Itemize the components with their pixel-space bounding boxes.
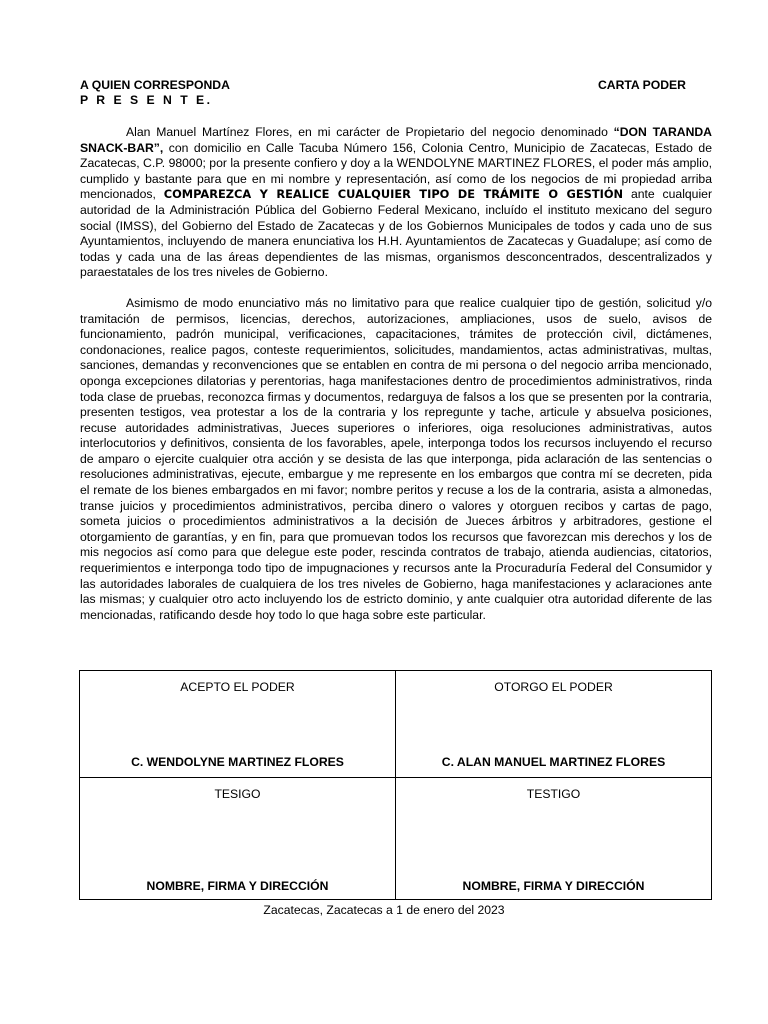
presente-line: P R E S E N T E. xyxy=(80,93,213,107)
attorney-name: C. WENDOLYNE MARTINEZ FLORES xyxy=(131,755,344,769)
place-and-date: Zacatecas, Zacatecas a 1 de enero del 2023 xyxy=(263,903,505,917)
paragraph1-text-b: con domicilio en Calle Tacuba Número 156, Colonia Centro, Municipio de Zacatecas, Estado de Zacatecas, C.P. 98000; por la presente confiero y doy a la WENDOLYNE MARTINEZ FLORES, el poder más amplio, cumplido y bastante para que en mi nombre y representación, así como de los negocios de mi propiedad arriba mencionados, xyxy=(80,140,712,202)
grant-power-caption: OTORGO EL PODER xyxy=(494,680,613,694)
accept-power-cell xyxy=(80,671,396,778)
paragraph-enumerated-powers: Asimismo de modo enunciativo más no limitativo para que realice cualquier tipo de gestión, solicitud y/o tramitación de permisos, licencias, derechos, autorizaciones, ampliaciones, usos de suelo, avisos de funcionamiento, padrón municipal, verificaciones, capacitaciones, trámites de protección civil, dictámenes, condonaciones, realice pagos, conteste requerimientos, solicitudes, mandamientos, actas administrativas, multas, sanciones, demandas y reconvenciones que se entablen en contra de mi persona o del negocio arriba mencionado, oponga excepciones dilatorias y perentorias, haga manifestaciones dentro de procedimientos administrativos, rinda toda clase de pruebas, reconozca firmas y documentos, redarguya de falsos a los que se presenten por la contraria, presenten testigos, vea protestar a los de la contraria y los repregunte y tache, articule y absuelva posiciones, recuse autoridades administrativas, Jueces superiores o inferiores, oiga resoluciones administrativas, autos interlocutorios y definitivos, consienta de los favorables, apele, interponga todos los recursos incluyendo el recurso de amparo o ejercite cualquier otra acción y se desista de las que interponga, pida aclaración de las sentencias o resoluciones administrativas, ejecute, embargue y me represente en los embargos que contra mí se decreten, pida el remate de los bienes embargados en mi favor; nombre peritos y recuse a los de la contraria, asista a almonedas, transe juicios y procedimientos administrativos, perciba dinero o valores y otorguen recibos y cartas de pago, someta juicios o procedimientos administrativos a la decisión de Jueces árbitros y arbitradores, gestione el otorgamiento de garantías, y en fin, para que promuevan todos los recursos que favorezcan mis derechos y los de mis negocios así como para que delegue este poder, rescinda contratos de trabajo, atienda audiencias, citatorios, requerimientos e interponga todo tipo de impugnaciones y recursos ante la Procuraduría Federal del Consumidor y las autoridades laborales de cualquiera de los tres niveles de Gobierno, haga manifestaciones y aclaraciones ante las mismas; y cualquier otro acto incluyendo los de estricto dominio, y ante cualquier otra autoridad diferente de las mencionadas, ratificando desde hoy todo lo que haga sobre este particular. xyxy=(80,295,712,622)
addressee: A QUIEN CORRESPONDA xyxy=(80,78,230,92)
witness-1-cell xyxy=(80,778,396,900)
signature-table xyxy=(79,670,712,900)
grant-power-cell xyxy=(396,671,712,778)
document-title: CARTA PODER xyxy=(597,78,686,92)
witness-1-caption: TESIGO xyxy=(214,787,261,801)
accept-power-caption: ACEPTO EL PODER xyxy=(180,680,295,694)
letter-header xyxy=(80,78,712,93)
witness-2-cell xyxy=(396,778,712,900)
witness-2-signature-line: NOMBRE, FIRMA Y DIRECCIÓN xyxy=(462,879,645,893)
grantor-name: C. ALAN MANUEL MARTINEZ FLORES xyxy=(441,755,666,769)
witness-2-caption: TESTIGO xyxy=(526,787,581,801)
witness-1-signature-line: NOMBRE, FIRMA Y DIRECCIÓN xyxy=(146,879,329,893)
paragraph1-text-c: ante cualquier autoridad de la Administración Pública del Gobierno Federal Mexicano, incluído el instituto mexicano del seguro social (IMSS), del Gobierno del Estado de Zacatecas y de los Gobiernos Municipales de todos y cada uno de sus Ayuntamientos, incluyendo de manera enunciativa los H.H. Ayuntamientos de Zacatecas y Guadalupe; así como de todas y cada una de las áreas dependientes de las mismas, organismos desconcentrados, descentralizados y paraestatales de los tres niveles de Gobierno. xyxy=(80,187,712,280)
paragraph-grant-of-power xyxy=(80,125,712,281)
paragraph1-text-a: Alan Manuel Martínez Flores, en mi carácter de Propietario del negocio denominado xyxy=(126,125,614,139)
business-name: “DON TARANDA SNACK-BAR”, xyxy=(80,125,712,155)
letter-body xyxy=(80,78,712,623)
power-scope-emphasis: COMPAREZCA Y REALICE CUALQUIER TIPO DE TRÁMITE O GESTIÓN xyxy=(163,187,624,202)
